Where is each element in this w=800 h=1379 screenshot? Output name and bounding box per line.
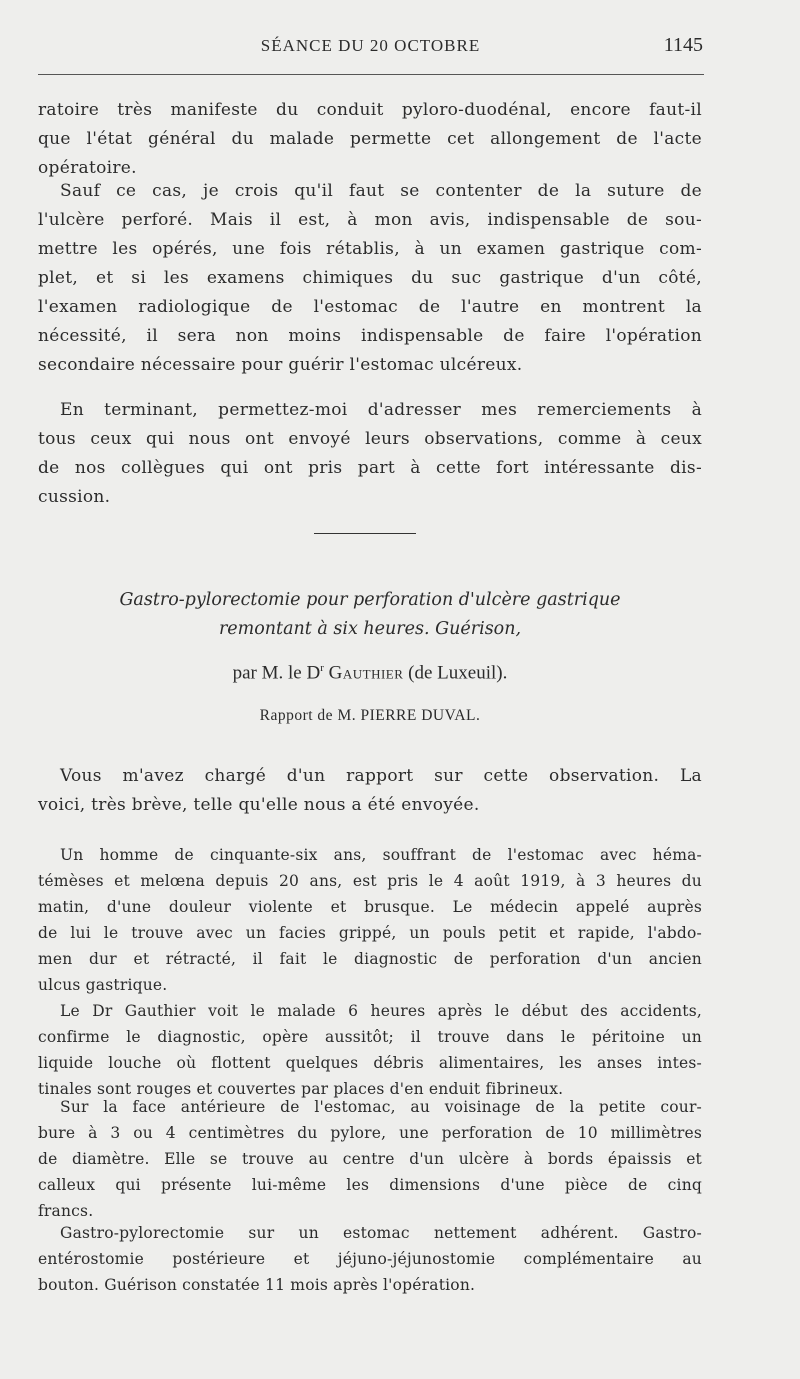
page-number: 1145: [663, 34, 703, 56]
text-line: ulcus gastrique.: [38, 976, 168, 994]
observation-paragraph: [38, 998, 702, 1102]
text-line: Le Dr Gauthier voit le malade 6 heures après le début des accidents,: [60, 1002, 702, 1020]
article-title: [38, 586, 702, 644]
text-line: ratoire très manifeste du conduit pyloro-duodénal, encore faut-il: [38, 100, 702, 120]
header-rule: [38, 74, 704, 75]
paragraph-continuation: [38, 96, 702, 183]
text-line: tinales sont rouges et couvertes par places d'en enduit fibrineux.: [38, 1080, 564, 1098]
text-line: secondaire nécessaire pour guérir l'estomac ulcéreux.: [38, 355, 523, 375]
text-line: de nos collègues qui ont pris part à cette fort intéressante dis-: [38, 458, 702, 478]
running-title: SÉANCE DU 20 OCTOBRE: [260, 36, 481, 55]
text-line: de lui le trouve avec un facies grippé, un pouls petit et rapide, l'abdo-: [38, 924, 702, 942]
text-line: Vous m'avez chargé d'un rapport sur cette observation. La: [60, 766, 702, 786]
paragraph-intro: [38, 762, 702, 820]
text-line: francs.: [38, 1202, 94, 1220]
section-separator: [314, 533, 416, 534]
observation-paragraph: [38, 1220, 702, 1298]
text-line: Un homme de cinquante-six ans, souffrant de l'estomac avec héma-: [60, 846, 702, 864]
text-line: que l'état général du malade permette cet allongement de l'acte: [38, 129, 702, 149]
text-line: de diamètre. Elle se trouve au centre d'un ulcère à bords épaissis et: [38, 1150, 702, 1168]
report-byline: Rapport de M. PIERRE DUVAL.: [259, 707, 481, 724]
text-line: témèses et melœna depuis 20 ans, est pris le 4 août 1919, à 3 heures du: [38, 872, 702, 890]
text-line: bouton. Guérison constatée 11 mois après l'opération.: [38, 1276, 476, 1294]
paragraph-conclusion: [38, 396, 702, 512]
observation-paragraph: [38, 842, 702, 998]
text-line: voici, très brève, telle qu'elle nous a été envoyée.: [38, 795, 480, 815]
text-line: Gastro-pylorectomie sur un estomac nettement adhérent. Gastro-: [60, 1224, 702, 1242]
text-line: opératoire.: [38, 158, 137, 178]
text-line: cussion.: [38, 487, 111, 507]
article-title-line: Gastro-pylorectomie pour perforation d'ulcère gastrique: [119, 590, 621, 610]
text-line: matin, d'une douleur violente et brusque. Le médecin appelé auprès: [38, 898, 702, 916]
article-title-line: remontant à six heures. Guérison,: [218, 619, 522, 639]
text-line: men dur et rétracté, il fait le diagnostic de perforation d'un ancien: [38, 950, 702, 968]
text-line: mettre les opérés, une fois rétablis, à un examen gastrique com-: [38, 239, 702, 259]
text-line: entérostomie postérieure et jéjuno-jéjunostomie complémentaire au: [38, 1250, 702, 1268]
text-line: nécessité, il sera non moins indispensable de faire l'opération: [38, 326, 702, 346]
text-line: Sauf ce cas, je crois qu'il faut se contenter de la suture de: [60, 181, 702, 201]
text-line: plet, et si les examens chimiques du suc gastrique d'un côté,: [38, 268, 702, 288]
text-line: tous ceux qui nous ont envoyé leurs observations, comme à ceux: [38, 429, 702, 449]
text-line: Sur la face antérieure de l'estomac, au voisinage de la petite cour-: [60, 1098, 702, 1116]
text-line: liquide louche où flottent quelques débris alimentaires, les anses intes-: [38, 1054, 702, 1072]
author-name: Gauthier: [328, 662, 404, 684]
page-header: [38, 32, 703, 62]
text-line: calleux qui présente lui-même les dimensions d'une pièce de cinq: [38, 1176, 702, 1194]
text-line: l'examen radiologique de l'estomac de l'autre en montrent la: [38, 297, 702, 317]
article-author: [38, 662, 702, 684]
author-title-sup: r: [320, 662, 324, 674]
author-prefix: par M. le D: [232, 662, 321, 684]
text-line: l'ulcère perforé. Mais il est, à mon avis, indispensable de sou-: [38, 210, 702, 230]
observation-paragraph: [38, 1094, 702, 1224]
paragraph-suture: [38, 177, 702, 380]
text-line: confirme le diagnostic, opère aussitôt; il trouve dans le péritoine un: [38, 1028, 702, 1046]
text-line: bure à 3 ou 4 centimètres du pylore, une perforation de 10 millimètres: [38, 1124, 702, 1142]
text-line: En terminant, permettez-moi d'adresser mes remerciements à: [60, 400, 702, 420]
author-place: (de Luxeuil).: [408, 662, 508, 684]
